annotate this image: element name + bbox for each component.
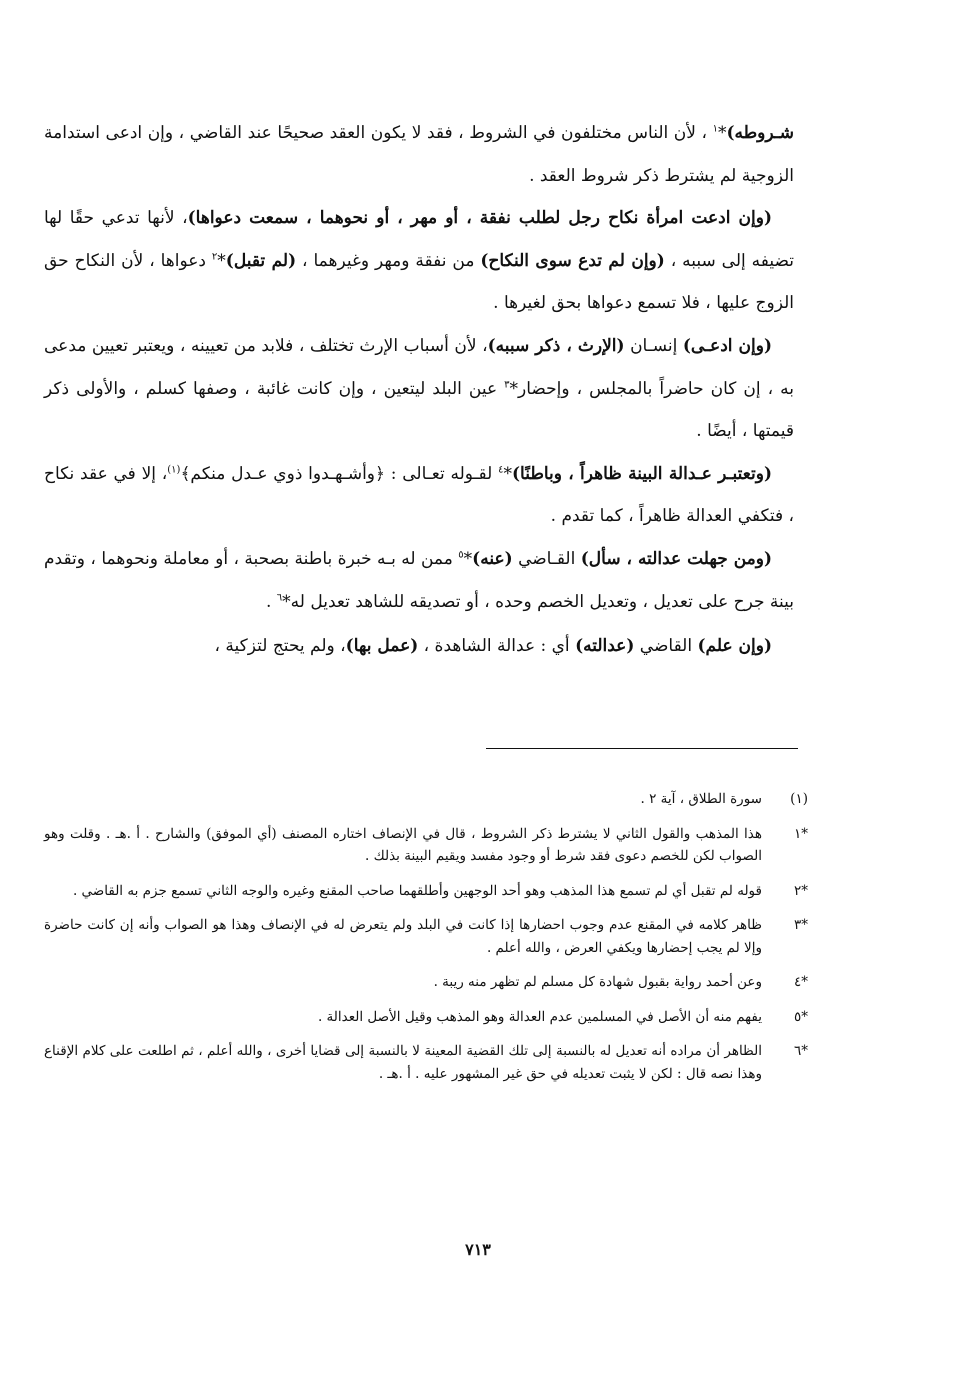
footnote-mark: *٤ bbox=[793, 974, 808, 990]
paragraph-4 bbox=[44, 453, 794, 538]
note-marker: * bbox=[717, 123, 727, 143]
bold-phrase: (ومن جهلت عدالته ، سأل) bbox=[580, 548, 773, 569]
note-marker: * bbox=[509, 378, 519, 399]
footnote-mark: (١) bbox=[790, 791, 808, 807]
note-ref: ٦ bbox=[276, 591, 283, 603]
note-ref: ١ bbox=[712, 123, 718, 135]
page-number: ٧١٣ bbox=[465, 1240, 491, 1259]
footnote-mark: *٣ bbox=[793, 917, 808, 933]
note-ref: ٥ bbox=[458, 549, 464, 561]
paragraph-3 bbox=[44, 325, 794, 453]
footnote-mark: *٦ bbox=[793, 1043, 808, 1059]
text-run: القـاضي bbox=[512, 548, 581, 569]
footnote-text: الظاهر أن مراده أنه تعديل له بالنسبة إلى تلك القضية المعينة لا بالنسبة إلى قضايا أخرى ، والله أعلم ، ثم اطلعت على كلام الإقناع وهذا نصه قال : لكن لا يثبت تعديله في حق غير المشهور عليه . أ .هـ . bbox=[44, 1043, 762, 1082]
bold-phrase: (وإن ادعت امرأة نكاح رجل لطلب نفقة ، أو مهر ، أو نحوهما ، سمعت دعواها) bbox=[187, 208, 772, 229]
text-run: من نفقة ومهر وغيرهما ، bbox=[296, 250, 481, 271]
bold-phrase: شـروطه) bbox=[726, 123, 794, 143]
text-run: لقـوله تعـالى : ﴿وأشـهـدوا ذوي عـدل منكم﴾ bbox=[180, 463, 499, 484]
footnote bbox=[44, 880, 812, 903]
footnote-text: يفهم منه أن الأصل في المسلمين عدم العدالة وهو المذهب وقيل الأصل العدالة . bbox=[317, 1008, 762, 1025]
paragraph-2 bbox=[44, 197, 794, 325]
bold-phrase: (عمل بها) bbox=[345, 636, 419, 657]
bold-phrase: (وإن لم تدع سوى النكاح) bbox=[480, 250, 665, 271]
footnote bbox=[44, 1040, 812, 1085]
footnote-text: وعن أحمد رواية بقبول شهادة كل مسلم لم تظهر منه ريبة . bbox=[433, 974, 762, 990]
note-marker: * bbox=[503, 463, 512, 484]
text-run: . bbox=[265, 591, 277, 612]
main-text bbox=[44, 112, 794, 668]
paragraph-5 bbox=[44, 538, 794, 623]
note-marker: * bbox=[217, 250, 226, 271]
bold-phrase: (وإن علم) bbox=[697, 636, 772, 657]
text-run: ، إلا في عقد نكاح ، فتكفي العدالة ظاهراً ، كما تقدم . bbox=[44, 463, 794, 527]
text-run: ، لأن أسباب الإرث تختلف ، فلابد من تعيينه ، ويعتبر تعيين مدعى به ، إن كان حاضراً بالمجلس ، وإحضار bbox=[44, 335, 794, 399]
bold-phrase: (عنه) bbox=[472, 548, 513, 569]
footnote bbox=[44, 823, 812, 868]
bold-phrase: (وإن ادعـى) bbox=[682, 335, 772, 356]
note-ref: ٤ bbox=[498, 464, 504, 476]
text-run: ممن له بـه خبرة باطنة بصحبة ، أو معاملة ونحوهما ، وتقدم بينة جرح على تعديل ، وتعديل الخصم وحده ، أو تصديقه للشاهد تعديل له bbox=[44, 548, 794, 612]
footnote-mark: *٥ bbox=[793, 1008, 808, 1025]
text-run: عين البلد ليتعين ، وإن كانت غائبة ، وصفها كسلم ، والأولى ذكر قيمتها ، أيضًا . bbox=[44, 378, 794, 442]
bold-phrase: (وتعتبـر عـدالة البينة ظاهراً ، وباطنًا) bbox=[511, 463, 772, 484]
paragraph-1 bbox=[44, 112, 794, 197]
paragraph-6 bbox=[44, 625, 794, 668]
bold-phrase: (الإرث ، ذكر سببه) bbox=[487, 335, 625, 356]
text-run: أي : عدالة الشاهدة ، bbox=[418, 636, 576, 657]
note-marker: * bbox=[282, 591, 291, 612]
footnote bbox=[44, 1006, 812, 1029]
footnote-mark: *١ bbox=[793, 825, 808, 842]
text-run: دعواها ، لأن النكاح حق الزوج عليها ، فلا تسمع دعواها بحق لغيرها . bbox=[44, 250, 794, 314]
footnote-text: ظاهر كلامه في المقنع عدم وجوب احضارها إذا كانت في البلد ولم يتعرض له في الإنصاف وهذا هو الصواب وأنه إن كانت حاضرة وإلا لم يجب إحضارها ويكفي العرض ، والله أعلم . bbox=[44, 917, 762, 956]
note-ref: ٣ bbox=[504, 378, 510, 390]
footnote-text: سورة الطلاق ، آية ٢ . bbox=[640, 791, 762, 807]
note-ref: ٢ bbox=[211, 251, 218, 263]
note-marker: * bbox=[463, 548, 473, 569]
text-run: ، ولم يحتج لتزكية ، bbox=[214, 636, 346, 657]
footnotes bbox=[44, 788, 812, 1097]
footnote bbox=[44, 971, 812, 994]
bold-phrase: (عدالته) bbox=[575, 636, 635, 657]
footnote-text: هذا المذهب والقول الثاني لا يشترط ذكر الشروط ، قال في الإنصاف اختاره المصنف (أي الموفق) والشارح . أ .هـ . وقلت وهو الصواب لكن للخصم دعوى فقد شرط أو وجود مفسد ويقيم البينة بذلك . bbox=[44, 825, 762, 864]
text-run: ، لأن الناس مختلفون في الشروط ، فقد لا يكون العقد صحيحًا عند القاضي ، وإن ادعى استدامة الزوجية لم يشترط ذكر شروط العقد . bbox=[44, 123, 794, 186]
text-run: ، لأنها تدعي حقًا لها تضيفه إلى سببه ، bbox=[44, 208, 794, 271]
text-run: القاضي bbox=[634, 636, 698, 657]
footnote-divider bbox=[486, 748, 798, 749]
text-run: إنسـان bbox=[624, 335, 683, 356]
note-ref: (١) bbox=[167, 464, 181, 476]
footnote-mark: *٢ bbox=[793, 882, 808, 899]
bold-phrase: (لم تقبل) bbox=[225, 250, 297, 271]
footnote bbox=[44, 788, 812, 811]
footnote-text: قوله لم تقبل أي لم تسمع هذا المذهب وهو أحد الوجهين وأطلقهما صاحب المقنع وغيره والوجه الثاني تسمع جزم به القاضي . bbox=[72, 882, 762, 899]
footnote bbox=[44, 914, 812, 959]
